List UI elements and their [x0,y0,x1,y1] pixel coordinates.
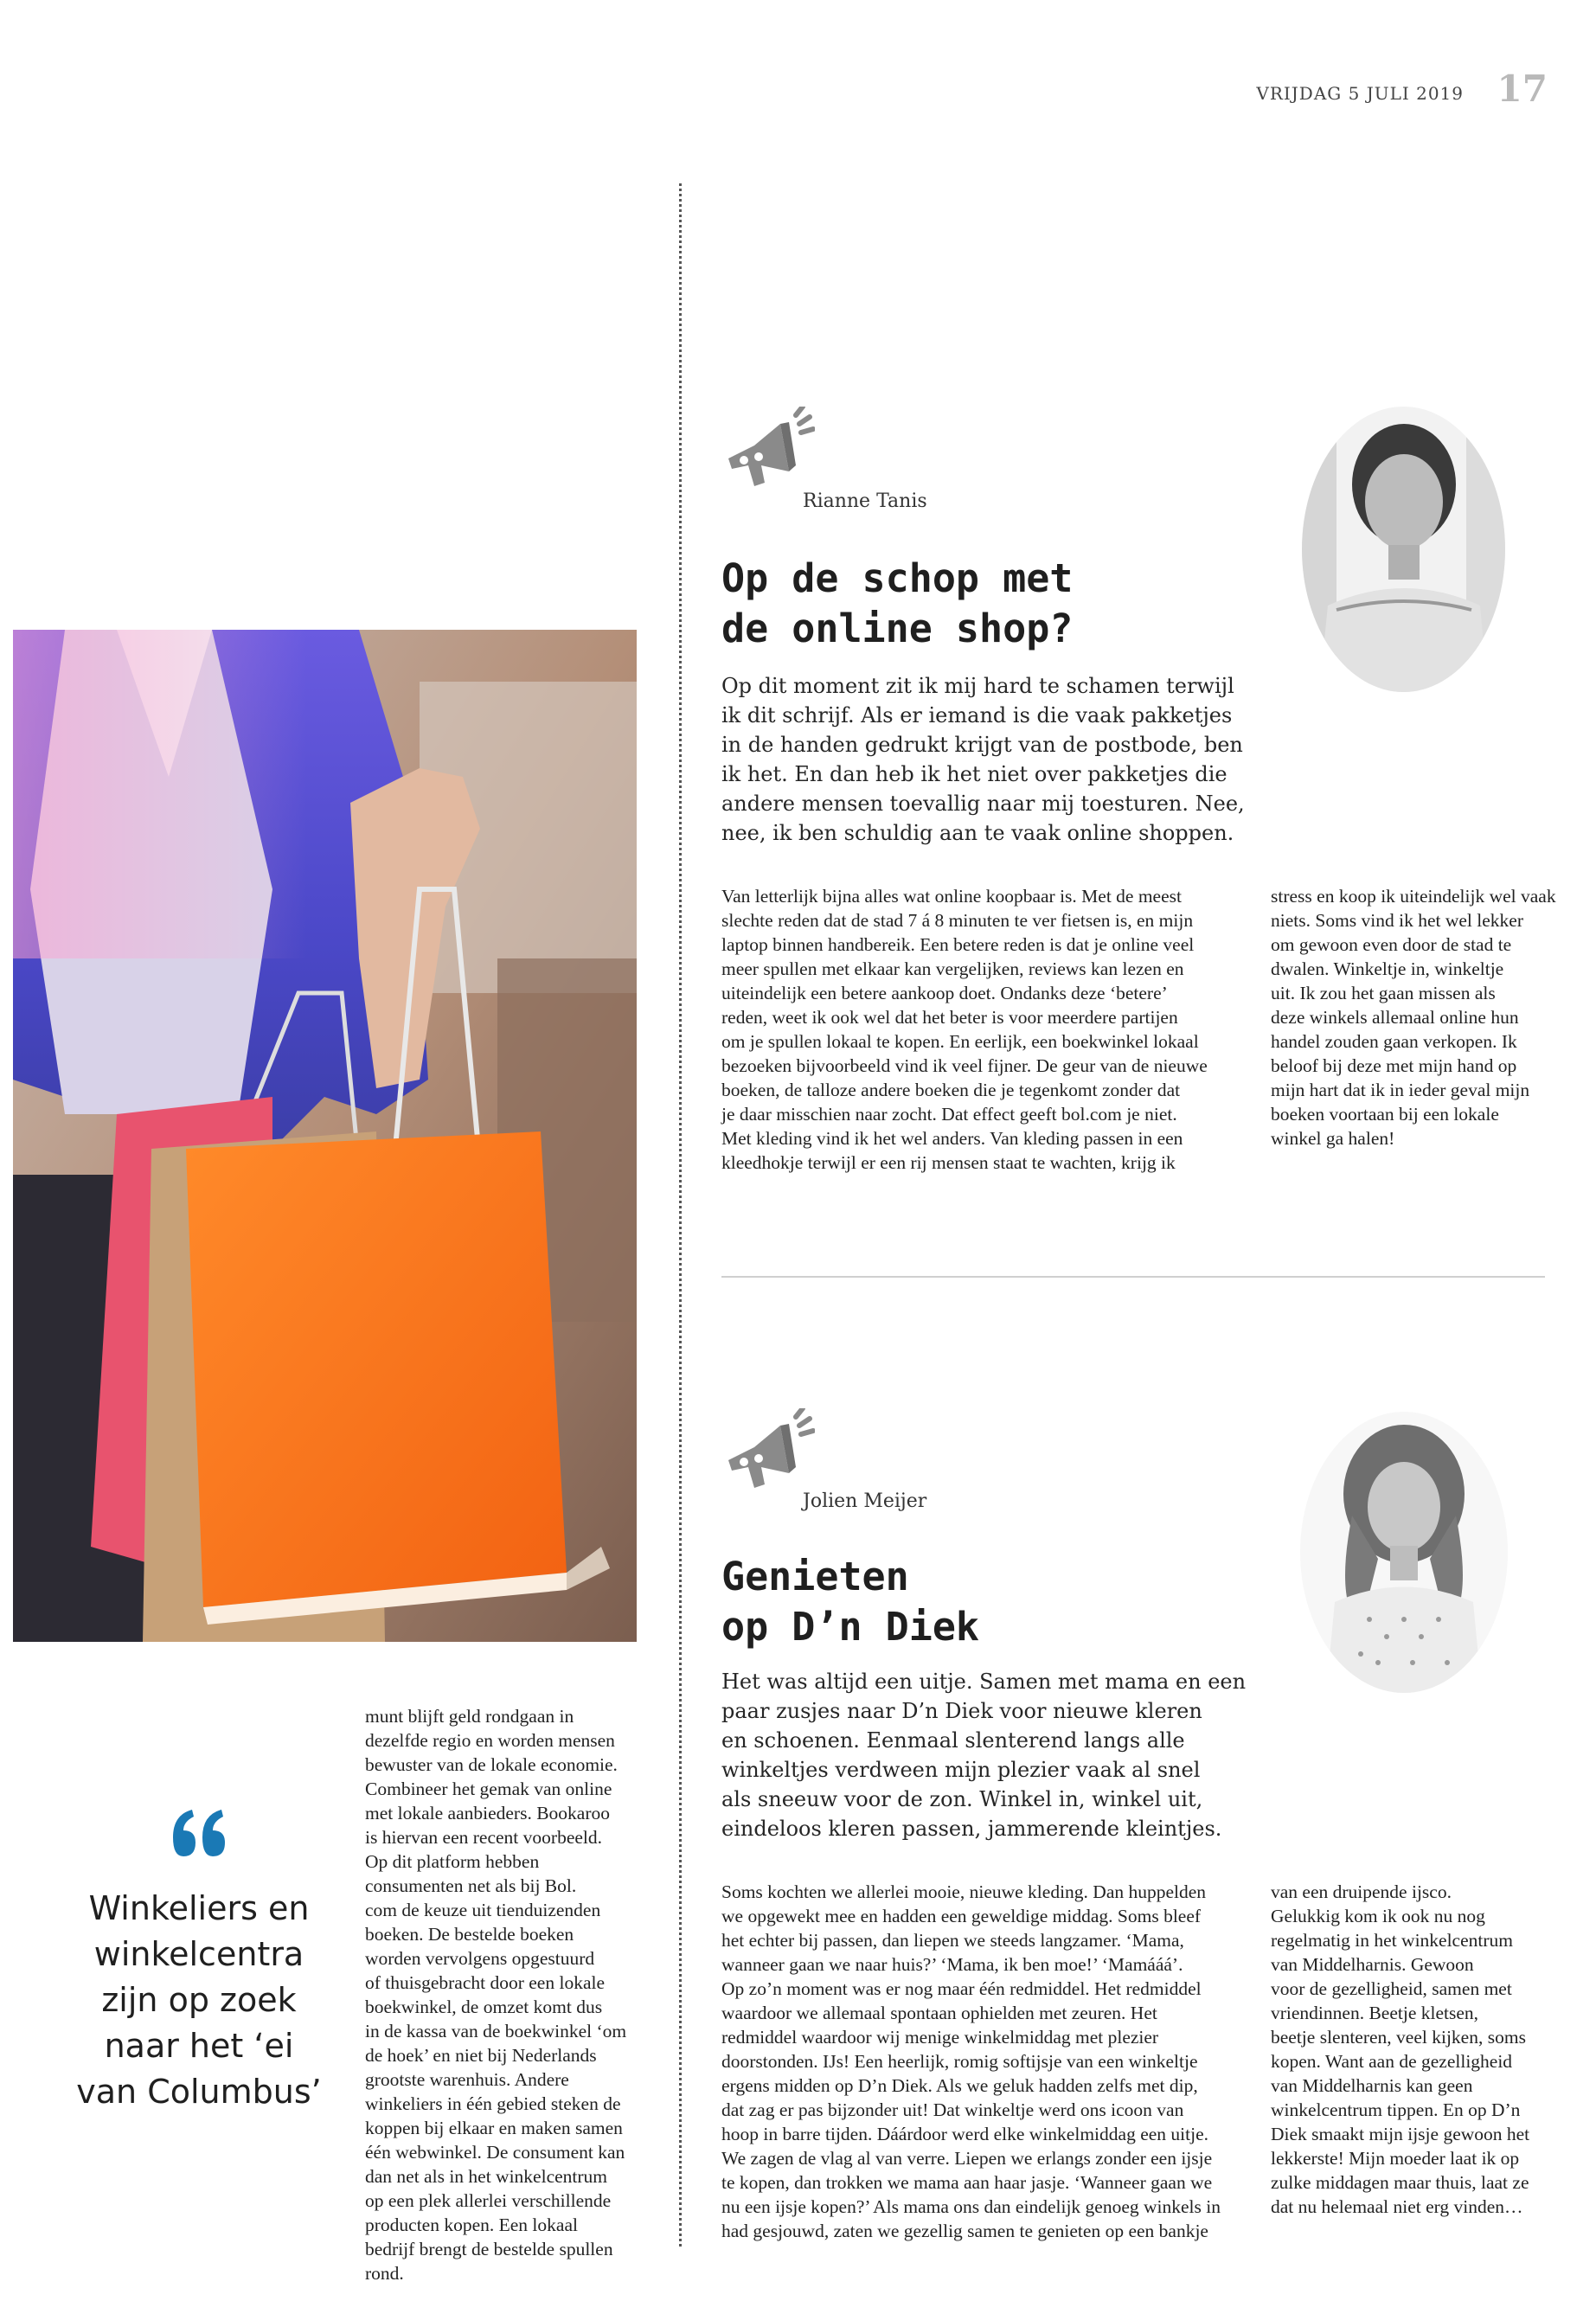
body-line: consumenten net als bij Bol. [365,1875,577,1896]
lead-line: ik het. En dan heb ik het niet over pakketjes die [721,762,1227,786]
body-line: is hiervan een recent voorbeeld. [365,1827,602,1848]
body-line: boeken, de talloze andere boeken die je tegenkomt zonder dat [721,1080,1181,1100]
article-lead [721,1667,1246,1843]
body-line: munt blijft geld rondgaan in [365,1706,574,1727]
body-line: beloof bij deze met mijn hand op [1271,1055,1517,1076]
article-title [721,1552,979,1652]
title-line: op D’n Diek [721,1604,980,1650]
body-line: kleedhokje terwijl er een rij mensen staat te wachten, krijg ik [721,1152,1176,1173]
body-line: zulke middagen maar thuis, laat ze [1271,2172,1529,2193]
body-line: ergens midden op D’n Diek. Als we geluk hadden zelfs met dip, [721,2075,1198,2096]
body-line: dat zag er pas bijzonder uit! Dat winkeltje werd ons icoon van [721,2099,1184,2120]
lead-line: ik dit schrijf. Als er iemand is die vaak pakketjes [721,703,1233,727]
body-line: koppen bij elkaar en maken samen [365,2118,623,2138]
body-line: handel zouden gaan verkopen. Ik [1271,1031,1517,1052]
page-number: 17 [1497,67,1548,110]
lead-line: eindeloos kleren passen, jammerende kleintjes. [721,1817,1222,1841]
article-body-column-1 [721,884,1208,1175]
title-line: Op de schop met [721,555,1074,601]
megaphone-icon [720,407,815,493]
body-line: kopen. Want aan de gezelligheid [1271,2051,1513,2072]
article-lead [721,671,1245,848]
lead-line: andere mensen toevallig naar mij toesturen. Nee, [721,792,1245,816]
left-body-column [365,1704,626,2285]
body-line: wanneer gaan we naar huis?’ ‘Mama, ik ben moe!’ ‘Mamááá’. [721,1954,1183,1975]
body-line: grootste warenhuis. Andere [365,2069,569,2090]
body-line: Van letterlijk bijna alles wat online koopbaar is. Met de meest [721,886,1182,907]
quote-mark-icon [170,1808,230,1860]
lead-line: paar zusjes naar D’n Diek voor nieuwe kleren [721,1699,1202,1723]
body-line: doorstonden. IJs! Een heerlijk, romig softijsje van een winkeltje [721,2051,1198,2072]
body-line: stress en koop ik uiteindelijk wel vaak [1271,886,1556,907]
body-line: boeken voortaan bij een lokale [1271,1104,1499,1125]
quote-line: Winkeliers en [88,1889,310,1927]
body-line: dezelfde regio en worden mensen [365,1730,615,1751]
body-line: worden vervolgens opgestuurd [365,1948,595,1969]
body-line: boekwinkel, de omzet komt dus [365,1997,603,2017]
body-line: om je spullen lokaal te kopen. En eerlijk, een boekwinkel lokaal [721,1031,1199,1052]
shopping-bags-photo [13,630,637,1642]
body-line: meer spullen met elkaar kan vergelijken, reviews kan lezen en [721,958,1184,979]
body-line: van Middelharnis kan geen [1271,2075,1473,2096]
body-line: bezoeken bijvoorbeeld vind ik veel fijner. De geur van de nieuwe [721,1055,1208,1076]
body-line: we opgewekt mee en hadden een geweldige middag. Soms bleef [721,1906,1202,1926]
body-line: waardoor we allemaal spontaan ophielden met zeuren. Het [721,2003,1157,2023]
body-line: vriendinnen. Beetje kletsen, [1271,2003,1479,2023]
quote-line: zijn op zoek [101,1981,297,2019]
body-line: lekkerste! Mijn moeder laat ik op [1271,2148,1520,2169]
lead-line: nee, ik ben schuldig aan te vaak online shoppen. [721,821,1234,845]
author-byline: Jolien Meijer [803,1490,927,1512]
body-line: had gesjouwd, zaten we gezellig samen te genieten op een bankje [721,2221,1208,2241]
article-body-column-1 [721,1880,1221,2243]
body-line: winkel ga halen! [1271,1128,1395,1149]
body-line: dwalen. Winkeltje in, winkeltje [1271,958,1504,979]
body-line: laptop binnen handbereik. Een betere reden is dat je online veel [721,934,1195,955]
lead-line: en schoenen. Eenmaal slenterend langs alle [721,1728,1185,1753]
body-line: met lokale aanbieders. Bookaroo [365,1803,610,1823]
body-line: uit. Ik zou het gaan missen als [1271,983,1496,1003]
body-line: te kopen, dan trokken we mama aan haar jasje. ‘Wanneer gaan we [721,2172,1213,2193]
body-line: of thuisgebracht door een lokale [365,1972,606,1993]
body-line: redmiddel waardoor wij menige winkelmiddag met plezier [721,2027,1159,2048]
body-line: regelmatig in het winkelcentrum [1271,1930,1514,1951]
body-line: winkelcentrum tippen. En op D’n [1271,2099,1521,2120]
author-portrait-rianne [1302,407,1505,692]
body-line: Diek smaakt mijn ijsje gewoon het [1271,2124,1530,2144]
body-line: van een druipende ijsco. [1271,1881,1452,1902]
article-divider [721,1276,1545,1278]
body-line: com de keuze uit tienduizenden [365,1900,601,1920]
title-line: de online shop? [721,606,1074,651]
title-line: Genieten [721,1554,909,1599]
megaphone-icon [720,1408,815,1495]
issue-date: VRIJDAG 5 JULI 2019 [1256,83,1464,104]
lead-line: als sneeuw voor de zon. Winkel in, winkel uit, [721,1787,1203,1811]
body-line: dat nu helemaal niet erg vinden… [1271,2196,1523,2217]
body-line: nu een ijsje kopen?’ Als mama ons dan eindelijk genoeg winkels in [721,2196,1221,2217]
body-line: winkeliers in één gebied steken de [365,2093,621,2114]
body-line: beetje slenteren, veel kijken, soms [1271,2027,1526,2048]
body-line: producten kopen. Een lokaal [365,2214,578,2235]
body-line: Op zo’n moment was er nog maar één redmiddel. Het redmiddel [721,1978,1202,1999]
article-body-column-2 [1271,884,1556,1150]
quote-line: winkelcentra [93,1935,304,1973]
body-line: bedrijf brengt de bestelde spullen [365,2239,613,2259]
body-line: deze winkels allemaal online hun [1271,1007,1519,1028]
body-line: slechte reden dat de stad 7 á 8 minuten te ver fietsen is, en mijn [721,910,1194,931]
body-line: dan net als in het winkelcentrum [365,2166,608,2187]
body-line: de hoek’ en niet bij Nederlands [365,2045,597,2066]
body-line: niets. Soms vind ik het wel lekker [1271,910,1524,931]
lead-line: Op dit moment zit ik mij hard te schamen terwijl [721,674,1234,698]
lead-line: winkeltjes verdween mijn plezier vaak al snel [721,1758,1201,1782]
body-line: Op dit platform hebben [365,1851,540,1872]
body-line: voor de gezelligheid, samen met [1271,1978,1512,1999]
body-line: uiteindelijk een betere aankoop doet. Ondanks deze ‘betere’ [721,983,1168,1003]
author-portrait-jolien [1300,1412,1508,1693]
body-line: in de kassa van de boekwinkel ‘om [365,2021,627,2041]
lead-line: Het was altijd een uitje. Samen met mama en een [721,1670,1247,1694]
body-line: Soms kochten we allerlei mooie, nieuwe kleding. Dan huppelden [721,1881,1207,1902]
article-body-column-2 [1271,1880,1529,2219]
body-line: je daar misschien naar zocht. Dat effect geeft bol.com je niet. [721,1104,1177,1125]
body-line: We zagen de vlag al van verre. Liepen we erlangs zonder een ijsje [721,2148,1213,2169]
body-line: één webwinkel. De consument kan [365,2142,625,2163]
body-line: het echter bij passen, dan liepen we steeds langzamer. ‘Mama, [721,1930,1184,1951]
article-title [721,554,1073,654]
body-line: hoop in barre tijden. Dáárdoor werd elke winkelmiddag een uitje. [721,2124,1208,2144]
body-line: op een plek allerlei verschillende [365,2190,612,2211]
body-line: rond. [365,2263,404,2284]
author-byline: Rianne Tanis [803,490,927,512]
body-line: bewuster van de lokale economie. [365,1754,618,1775]
lead-line: in de handen gedrukt krijgt van de postbode, ben [721,733,1243,757]
column-divider-dotted [679,183,682,2247]
body-line: van Middelharnis. Gewoon [1271,1954,1474,1975]
body-line: Combineer het gemak van online [365,1779,612,1799]
body-line: boeken. De bestelde boeken [365,1924,574,1945]
body-line: Gelukkig kom ik ook nu nog [1271,1906,1485,1926]
body-line: reden, weet ik ook wel dat het beter is voor meerdere partijen [721,1007,1178,1028]
body-line: om gewoon even door de stad te [1271,934,1512,955]
pull-quote [43,1886,355,2115]
quote-line: van Columbus’ [76,2073,322,2111]
quote-line: naar het ‘ei [104,2027,294,2065]
body-line: mijn hart dat ik in ieder geval mijn [1271,1080,1530,1100]
body-line: Met kleding vind ik het wel anders. Van kleding passen in een [721,1128,1183,1149]
